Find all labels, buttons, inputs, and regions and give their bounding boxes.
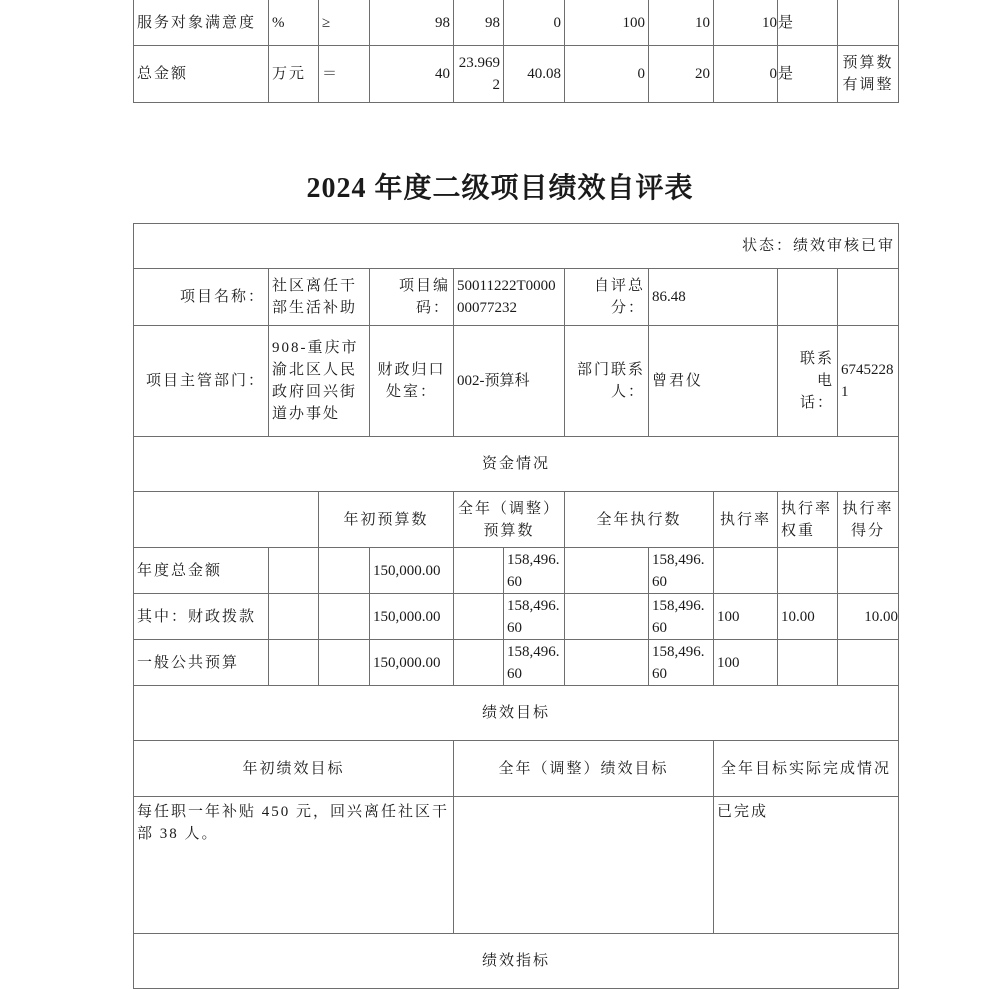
indicator-operator: ＝: [319, 46, 370, 103]
indicator-value: 40: [370, 46, 454, 103]
info-row: [134, 326, 899, 437]
evaluation-table: [133, 223, 899, 989]
contact-value: 曾君仪: [649, 326, 778, 437]
initial-budget-value: 150,000.00: [370, 548, 454, 594]
info-row: [134, 269, 899, 326]
empty-cell: [134, 492, 319, 548]
funds-row: [134, 640, 899, 686]
dept-label: 项目主管部门：: [134, 326, 269, 437]
weight-header: 执行率权重: [778, 492, 838, 548]
adjusted-goal-header: 全年（调整）绩效目标: [454, 741, 714, 797]
executed-value: 158,496.60: [649, 640, 714, 686]
rate-score-header: 执行率得分: [838, 492, 899, 548]
dept-value: 908-重庆市渝北区人民政府回兴街道办事处: [269, 326, 370, 437]
adjusted-budget-value: 158,496.60: [504, 594, 565, 640]
phone-value: 67452281: [838, 326, 899, 437]
empty-cell: [319, 594, 370, 640]
empty-cell: [454, 640, 504, 686]
empty-cell: [565, 640, 649, 686]
empty-cell: [319, 548, 370, 594]
executed-value: 158,496.60: [649, 548, 714, 594]
weight-value: [778, 640, 838, 686]
section-header-row: [134, 686, 899, 741]
adjusted-budget-value: 158,496.60: [504, 548, 565, 594]
empty-cell: [454, 594, 504, 640]
section-header-row: [134, 437, 899, 492]
rate-value: 100: [714, 640, 778, 686]
rate-header: 执行率: [714, 492, 778, 548]
indicator-value: 0: [714, 46, 778, 103]
indicator-value: 0: [565, 46, 649, 103]
phone-label: 联系电话：: [778, 326, 838, 437]
goals-row: [134, 797, 899, 934]
indicator-value: 20: [649, 46, 714, 103]
indicator-name: 服务对象满意度: [134, 0, 269, 46]
rate-score-value: [838, 640, 899, 686]
finance-office-label: 财政归口处室：: [370, 326, 454, 437]
goals-section-title: 绩效目标: [134, 686, 899, 741]
finance-office-value: 002-预算科: [454, 326, 565, 437]
project-name: 社区离任干部生活补助: [269, 269, 370, 326]
indicator-flag: 是: [778, 0, 838, 46]
funds-row-label: 其中：财政拨款: [134, 594, 269, 640]
actual-completion-header: 全年目标实际完成情况: [714, 741, 899, 797]
empty-cell: [565, 548, 649, 594]
funds-row-label: 年度总金额: [134, 548, 269, 594]
goals-header-row: [134, 741, 899, 797]
empty-cell: [269, 594, 319, 640]
section-header-row: [134, 934, 899, 989]
score-label: 自评总分：: [565, 269, 649, 326]
indicator-unit: %: [269, 0, 319, 46]
project-code: 50011222T000000077232: [454, 269, 565, 326]
adjusted-goal-text: [454, 797, 714, 934]
initial-budget-header: 年初预算数: [319, 492, 454, 548]
funds-section-title: 资金情况: [134, 437, 899, 492]
indicator-value: 40.08: [504, 46, 565, 103]
project-name-label: 项目名称：: [134, 269, 269, 326]
rate-value: [714, 548, 778, 594]
initial-goal-header: 年初绩效目标: [134, 741, 454, 797]
status-row: [134, 224, 899, 269]
self-evaluation-score: 86.48: [649, 269, 778, 326]
executed-header: 全年执行数: [565, 492, 714, 548]
empty-cell: [319, 640, 370, 686]
indicator-value: 98: [454, 0, 504, 46]
funds-row: [134, 594, 899, 640]
funds-row-label: 一般公共预算: [134, 640, 269, 686]
indicator-value: 98: [370, 0, 454, 46]
adjusted-budget-header: 全年（调整）预算数: [454, 492, 565, 548]
indicator-name: 总金额: [134, 46, 269, 103]
executed-value: 158,496.60: [649, 594, 714, 640]
page-title: 2024 年度二级项目绩效自评表: [306, 173, 694, 204]
indicators-section-title: 绩效指标: [134, 934, 899, 989]
indicator-operator: ≥: [319, 0, 370, 46]
indicator-value: 10: [714, 0, 778, 46]
empty-cell: [269, 640, 319, 686]
indicator-value: 100: [565, 0, 649, 46]
table-row: [134, 46, 899, 103]
weight-value: 10.00: [778, 594, 838, 640]
rate-score-value: [838, 548, 899, 594]
initial-budget-value: 150,000.00: [370, 594, 454, 640]
status-badge: 状态：绩效审核已审: [134, 224, 899, 269]
actual-completion-text: 已完成: [714, 797, 899, 934]
empty-cell: [778, 269, 838, 326]
indicator-value: 10: [649, 0, 714, 46]
initial-goal-text: 每任职一年补贴 450 元，回兴离任社区干部 38 人。: [134, 797, 454, 934]
empty-cell: [838, 269, 899, 326]
indicator-note: 预算数有调整: [838, 46, 899, 103]
funds-row: [134, 548, 899, 594]
empty-cell: [565, 594, 649, 640]
empty-cell: [454, 548, 504, 594]
adjusted-budget-value: 158,496.60: [504, 640, 565, 686]
project-code-label: 项目编码：: [370, 269, 454, 326]
indicator-note: [838, 0, 899, 46]
indicator-unit: 万元: [269, 46, 319, 103]
empty-cell: [269, 548, 319, 594]
rate-value: 100: [714, 594, 778, 640]
rate-score-value: 10.00: [838, 594, 899, 640]
indicator-table-continuation: [133, 0, 899, 103]
contact-label: 部门联系人：: [565, 326, 649, 437]
initial-budget-value: 150,000.00: [370, 640, 454, 686]
weight-value: [778, 548, 838, 594]
indicator-value: 0: [504, 0, 565, 46]
indicator-value: 23.9692: [454, 46, 504, 103]
funds-header-row: [134, 492, 899, 548]
table-row: [134, 0, 899, 46]
indicator-flag: 是: [778, 46, 838, 103]
